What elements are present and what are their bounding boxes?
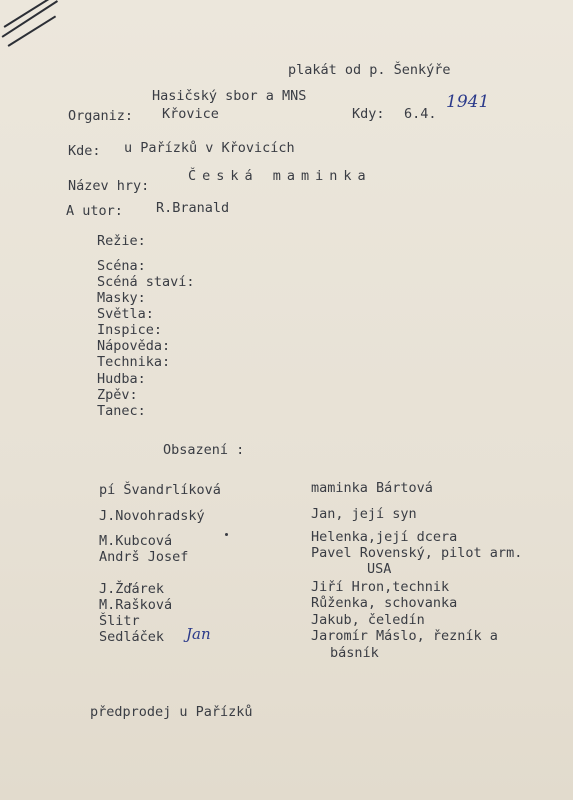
cast-role: Helenka,její dcera bbox=[311, 529, 458, 545]
cast-role: Jakub, čeledín bbox=[311, 612, 425, 628]
cast-actor-handwritten: Jan bbox=[186, 625, 211, 643]
ink-dot-mark bbox=[225, 533, 228, 536]
cast-actor: Andrš Josef bbox=[99, 549, 189, 565]
cast-role: Pavel Rovenský, pilot arm. bbox=[311, 545, 523, 561]
cast-actor: J.Novohradský bbox=[99, 508, 205, 524]
footer-presale: předprodej u Pařízků bbox=[90, 704, 253, 720]
header-note: plakát od p. Šenkýře bbox=[288, 62, 451, 78]
cast-actor: M.Rašková bbox=[99, 597, 173, 613]
cast-actor: Sedláček bbox=[99, 629, 165, 645]
venue-label: Kde: bbox=[68, 143, 101, 159]
crew-label-singing: Zpěv: bbox=[97, 387, 138, 403]
cast-role: Jiří Hron,technik bbox=[311, 579, 450, 595]
cast-role: Jan, její syn bbox=[311, 506, 417, 522]
crew-label-music: Hudba: bbox=[97, 371, 146, 387]
crew-label-inspice: Inspice: bbox=[97, 322, 163, 338]
cast-heading: Obsazení : bbox=[163, 442, 245, 458]
date-label: Kdy: bbox=[352, 106, 385, 122]
crew-label-directing: Režie: bbox=[97, 233, 146, 249]
organizer-place: Křovice bbox=[162, 106, 219, 122]
cast-actor: M.Kubcová bbox=[99, 533, 173, 549]
cast-actor: Šlitr bbox=[99, 613, 140, 629]
organizer-label: Organiz: bbox=[68, 108, 134, 124]
cast-role-continuation: USA bbox=[367, 561, 392, 577]
crew-label-dance: Tanec: bbox=[97, 403, 146, 419]
crew-label-technics: Technika: bbox=[97, 354, 171, 370]
crew-label-lights: Světla: bbox=[97, 306, 154, 322]
crew-label-prompter: Nápověda: bbox=[97, 338, 171, 354]
play-title: Česká maminka bbox=[188, 168, 372, 184]
venue-value: u Pařízků v Křovicích bbox=[124, 140, 295, 156]
date-handwritten: 1941 bbox=[446, 92, 490, 112]
cast-actor: J.Žďárek bbox=[99, 581, 165, 597]
crew-label-masks: Masky: bbox=[97, 290, 146, 306]
organizer-name: Hasičský sbor a MNS bbox=[152, 88, 307, 104]
cast-role-continuation: básník bbox=[330, 645, 379, 661]
date-typed: 6.4. bbox=[404, 106, 437, 122]
crew-label-scene-builder: Scéná staví: bbox=[97, 274, 195, 290]
play-label: Název hry: bbox=[68, 178, 150, 194]
author-label: A utor: bbox=[66, 203, 123, 219]
cast-role: maminka Bártová bbox=[311, 480, 433, 496]
cast-actor: pí Švandrlíková bbox=[99, 482, 221, 498]
author-value: R.Branald bbox=[156, 200, 230, 216]
corner-stroke-mark bbox=[4, 0, 56, 27]
cast-role: Jaromír Máslo, řezník a bbox=[311, 628, 498, 644]
cast-role: Růženka, schovanka bbox=[311, 595, 458, 611]
crew-label-scene: Scéna: bbox=[97, 258, 146, 274]
